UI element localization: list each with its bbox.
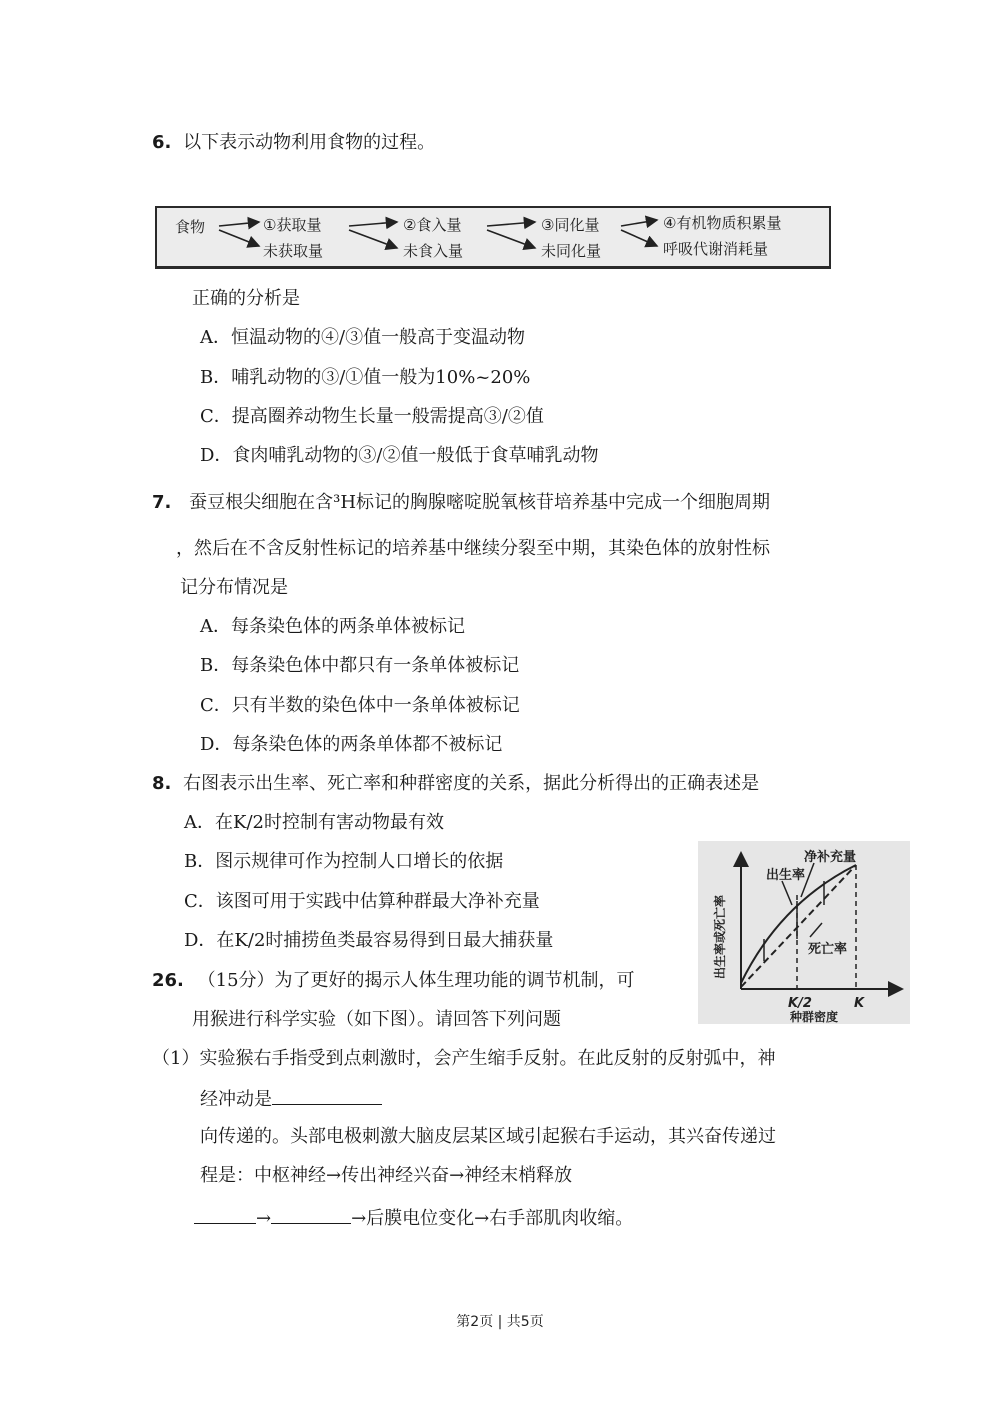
q8-option-b: B．图示规律可作为控制人口增长的依据 — [184, 851, 504, 872]
q26-stem1: （15分）为了更好的揭示人体生理功能的调节机制，可 — [197, 970, 635, 991]
flow-organic-accumulation: ④有机物质积累量 — [663, 214, 782, 232]
q26-number: 26. — [152, 970, 184, 991]
q7-option-a: A．每条染色体的两条单体被标记 — [200, 616, 465, 637]
q8-stem-line — [152, 772, 759, 796]
answer-blank-3[interactable] — [271, 1205, 351, 1224]
q6-option-b: B．哺乳动物的③/①值一般为10%~20% — [200, 367, 531, 388]
x-axis-label: 种群密度 — [790, 1010, 839, 1024]
q26-p1-line4: 程是：中枢神经→传出神经兴奋→神经末梢释放 — [200, 1165, 573, 1186]
flow-unassimilated: 未同化量 — [541, 242, 602, 260]
label-birth-rate: 出生率 — [766, 868, 806, 883]
answer-blank-1[interactable] — [272, 1086, 382, 1105]
q6-number: 6. — [152, 132, 172, 153]
q7-option-c: C．只有半数的染色体中一条单体被标记 — [200, 695, 520, 716]
food-flow-diagram — [155, 206, 831, 269]
q26-stem2: 用猴进行科学实验（如下图）。请回答下列问题 — [192, 1009, 561, 1030]
q7-stem3: 记分布情况是 — [180, 577, 288, 598]
flow-food: 食物 — [175, 218, 206, 236]
q7-stem1: 蚕豆根尖细胞在含³H标记的胸腺嘧啶脱氧核苷培养基中完成一个细胞周期 — [189, 492, 771, 513]
q26-stem-line1 — [152, 969, 635, 993]
y-axis-label: 出生率或死亡率 — [713, 894, 727, 979]
q6-option-c: C．提高圈养动物生长量一般需提高③/②值 — [200, 406, 544, 427]
q8-stem: 右图表示出生率、死亡率和种群密度的关系，据此分析得出的正确表述是 — [183, 773, 760, 794]
flow-acquired: ①获取量 — [263, 216, 322, 234]
q7-option-b: B．每条染色体中都只有一条单体被标记 — [200, 655, 520, 676]
label-net-supplement: 净补充量 — [804, 850, 857, 865]
flow-ingested: ②食入量 — [403, 216, 462, 234]
death-pointer — [810, 923, 822, 937]
q6-stem: 以下表示动物利用食物的过程。 — [183, 132, 436, 153]
q7-option-d: D．每条染色体的两条单体都不被标记 — [200, 734, 503, 755]
birth-pointer — [782, 881, 792, 905]
arrow-text: → — [256, 1208, 272, 1229]
q8-option-c: C．该图可用于实践中估算种群最大净补充量 — [184, 891, 540, 912]
death-rate-line — [741, 865, 856, 987]
flow-respiration-loss: 呼吸代谢消耗量 — [663, 240, 769, 258]
q7-number: 7. — [152, 492, 172, 513]
label-death-rate: 死亡率 — [808, 942, 848, 957]
q7-stem2: ，然后在不含反射性标记的培养基中继续分裂至中期，其染色体的放射性标 — [176, 538, 770, 559]
page-footer: 第2页 | 共5页 — [456, 1314, 544, 1330]
population-density-graph — [698, 841, 910, 1024]
q26-p1-line5-tail: →后膜电位变化→右手部肌肉收缩。 — [351, 1208, 634, 1229]
q8-option-d: D．在K/2时捕捞鱼类最容易得到日最大捕获量 — [184, 930, 554, 951]
q26-p1-line1: （1）实验猴右手指受到点刺激时，会产生缩手反射。在此反射的反射弧中，神 — [152, 1048, 776, 1069]
q8-number: 8. — [152, 773, 172, 794]
q8-option-a: A．在K/2时控制有害动物最有效 — [184, 812, 444, 833]
q6-option-d: D．食肉哺乳动物的③/②值一般低于食草哺乳动物 — [200, 445, 599, 466]
q26-p1-line5 — [194, 1205, 633, 1231]
q6-stem-line — [152, 131, 435, 155]
q26-p1-line3: 向传递的。头部电极刺激大脑皮层某区域引起猴右手运动，其兴奋传递过 — [200, 1126, 776, 1147]
flow-assimilated: ③同化量 — [541, 216, 600, 234]
flow-unacquired: 未获取量 — [263, 242, 324, 260]
q26-p1-line2-text: 经冲动是 — [200, 1089, 272, 1110]
q6-lead: 正确的分析是 — [192, 288, 300, 309]
q26-p1-line2 — [200, 1086, 382, 1112]
answer-blank-2[interactable] — [194, 1205, 256, 1224]
q6-option-a: A．恒温动物的④/③值一般高于变温动物 — [200, 327, 526, 348]
tick-k: K — [854, 996, 865, 1011]
graph-svg — [698, 841, 910, 1024]
tick-k-half: K/2 — [788, 996, 812, 1011]
q7-stem-line1 — [152, 491, 770, 515]
flow-uningested: 未食入量 — [403, 242, 464, 260]
